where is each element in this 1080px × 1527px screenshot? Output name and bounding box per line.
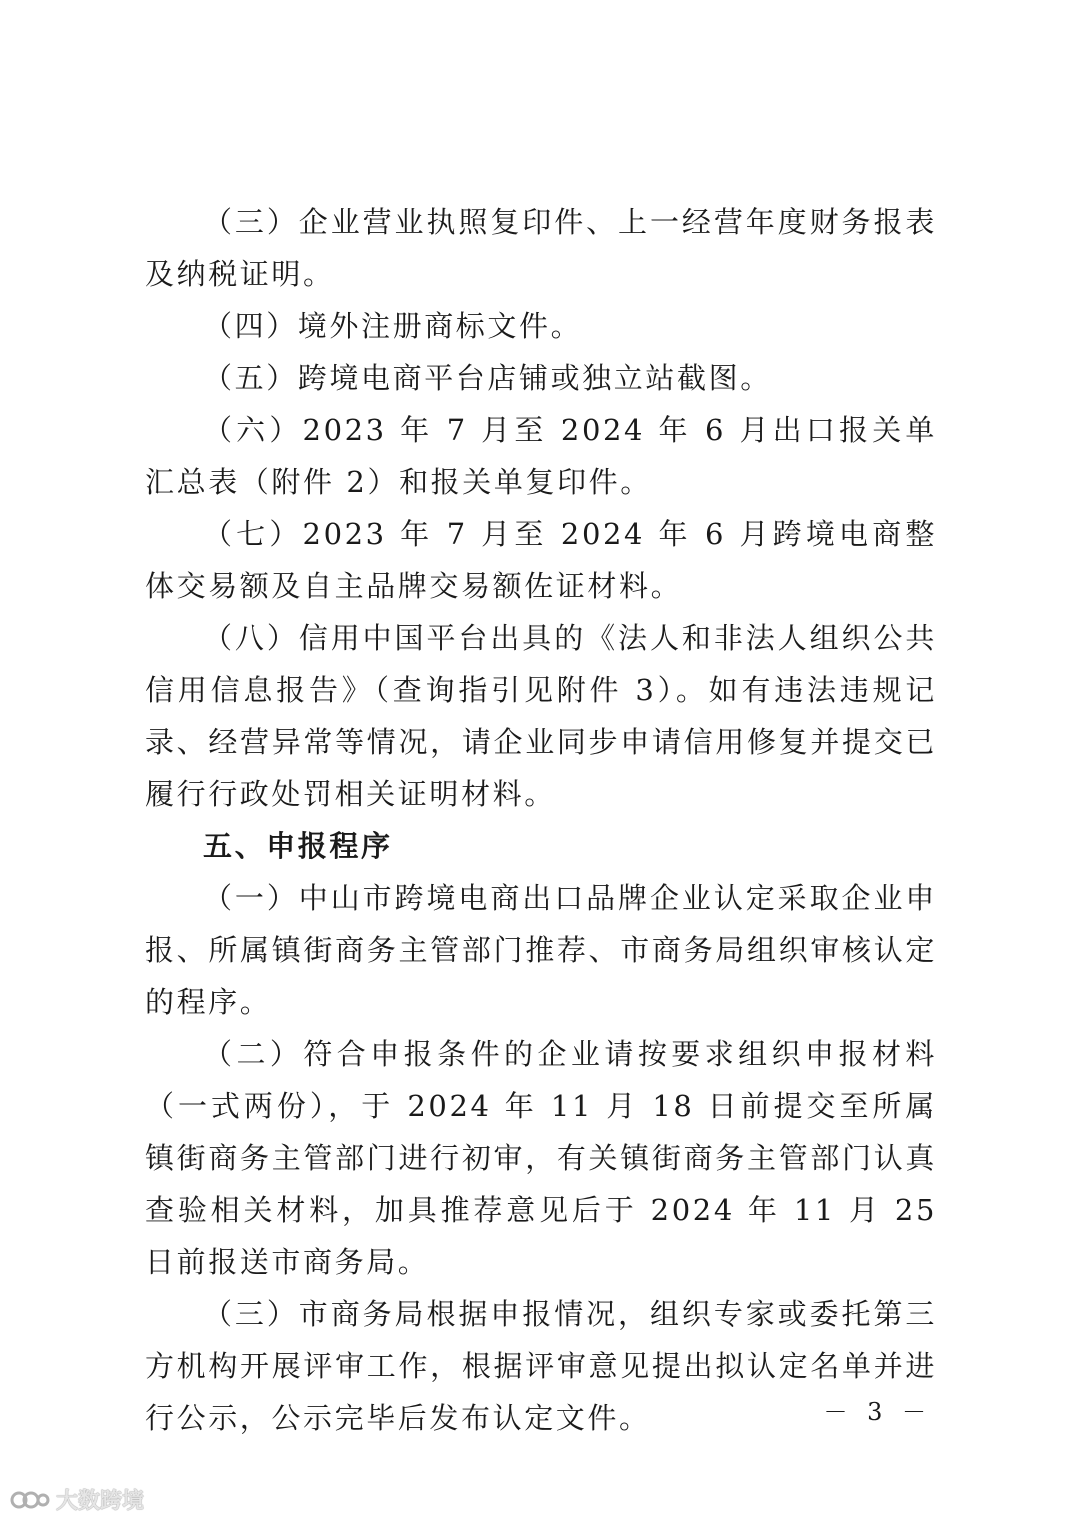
paragraph-item-8: （八）信用中国平台出具的《法人和非法人组织公共信用信息报告》（查询指引见附件 3）。如有违法违规记录、经营异常等情况，请企业同步申请信用修复并提交已履行行政处罚相关证明材料。 [145, 621, 937, 811]
watermark-text: 大数跨境 [56, 1489, 145, 1514]
page-number: － 3 － [823, 1398, 932, 1426]
paragraph-item-7: （七）2023 年 7 月至 2024 年 6 月跨境电商整体交易额及自主品牌交易额佐证材料。 [145, 517, 937, 603]
document-body [145, 196, 937, 1444]
brand-logo-icon [10, 1486, 50, 1514]
paragraph-item-6: （六）2023 年 7 月至 2024 年 6 月出口报关单汇总表（附件 2）和报关单复印件。 [145, 413, 937, 499]
paragraph-item-5: （五）跨境电商平台店铺或独立站截图。 [203, 361, 772, 395]
procedure-item-1: （一）中山市跨境电商出口品牌企业认定采取企业申报、所属镇街商务主管部门推荐、市商务局组织审核认定的程序。 [145, 881, 937, 1019]
section-heading: 五、申报程序 [203, 829, 393, 863]
procedure-item-2: （二）符合申报条件的企业请按要求组织申报材料（一式两份），于 2024 年 11 月 18 日前提交至所属镇街商务主管部门进行初审，有关镇街商务主管部门认真查验相关材料，加具推荐意见后于 2024 年 11 月 25 日前报送市商务局。 [145, 1037, 937, 1279]
paragraph-item-4: （四）境外注册商标文件。 [203, 309, 583, 343]
watermark [10, 1484, 144, 1515]
procedure-item-3: （三）市商务局根据申报情况，组织专家或委托第三方机构开展评审工作，根据评审意见提出拟认定名单并进行公示，公示完毕后发布认定文件。 [145, 1297, 937, 1435]
paragraph-item-3: （三）企业营业执照复印件、上一经营年度财务报表及纳税证明。 [145, 205, 937, 291]
